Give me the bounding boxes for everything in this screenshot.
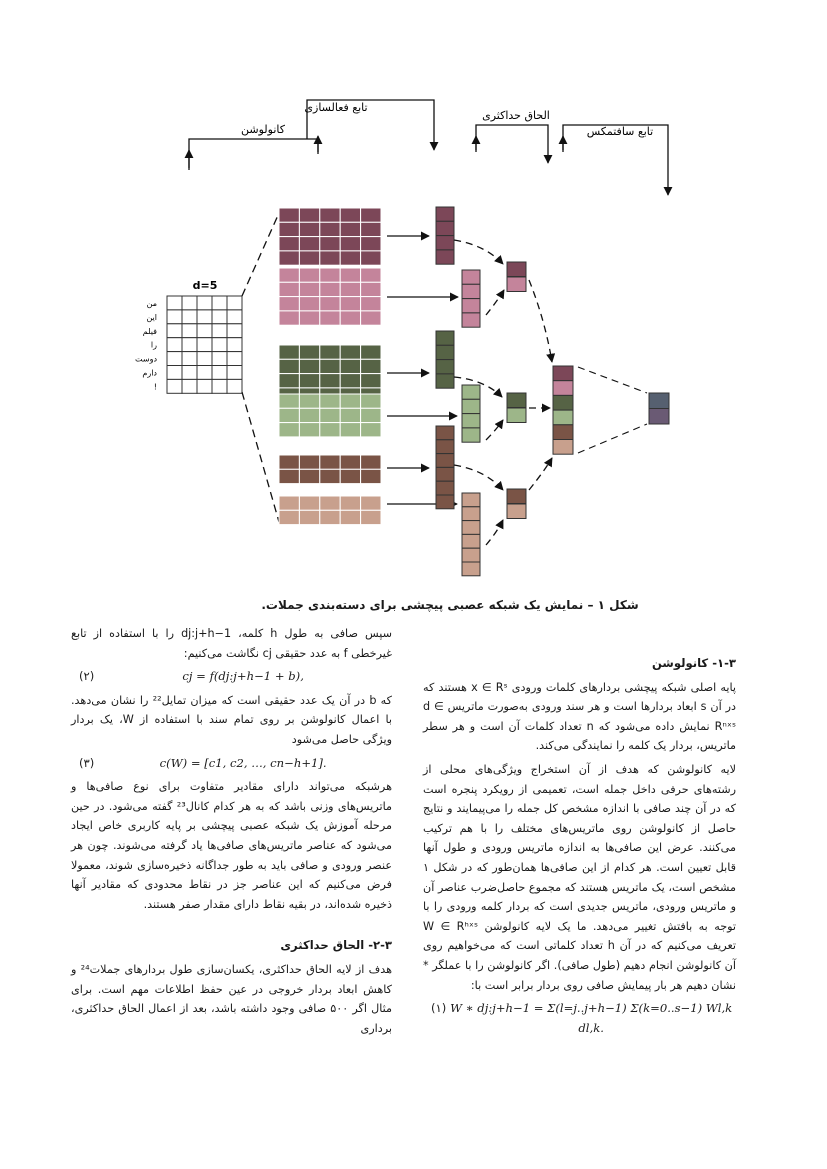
word-label: من (146, 299, 157, 308)
input-to-filter-lines (242, 213, 279, 522)
concat-cell (553, 395, 573, 410)
stage-connectors (189, 100, 668, 195)
section-heading-convolution: ۱-۳- کانولوشن (652, 656, 736, 670)
feature-map (436, 331, 454, 388)
left-column (71, 624, 392, 1042)
feature-maps (436, 207, 480, 576)
equation-3 (71, 754, 392, 774)
feature-map (462, 493, 480, 576)
pooled-cell (507, 393, 526, 408)
label-max-pooling: الحاق حداکثری (482, 109, 550, 122)
feature-map (436, 207, 454, 264)
word-labels (135, 299, 157, 391)
equation-1 (423, 999, 736, 1038)
word-label: فیلم (142, 326, 157, 336)
filter-matrix (279, 268, 381, 325)
pooled-to-concat-arrows (529, 280, 552, 490)
output-vector (649, 393, 669, 424)
word-label: را (150, 340, 157, 350)
equation-number: (۲) (79, 669, 95, 684)
pooled-cell (507, 504, 526, 519)
equation-2 (71, 667, 392, 687)
pooled-cell (507, 408, 526, 423)
filter-matrix (279, 394, 381, 437)
concat-cell (553, 440, 573, 455)
feature-map (436, 426, 454, 509)
paragraph: پایه اصلی شبکه پیچشی بردارهای کلمات ورودی x ∈ Rˢ هستند که در آن s ابعاد بردارها است و هر سند ورودی به‌صورت ماتریس d ∈ Rⁿˣˢ نمایش داده می‌شود که n تعداد کلمات آن است و هر سطر ماتریس، بردار یک کلمه را نمایندگی می‌کند. (423, 680, 737, 753)
paragraph: لایه کانولوشن که هدف از آن استخراج ویژگی‌های محلی از رشته‌های حرفی داخل جمله است، تعمیمی از رویکرد پنجره است که در آن چند صافی با اندازه مشخص کل جمله را می‌پیمایند و نتایج حاصل از کانولوشن روی ماتریس‌های مختلف را با هم ترکیب می‌کنند. عرض این صافی‌ها به اندازه ماتریس ورودی و طول آنها قابل تعیین است. هر کدام از این صافی‌ها همان‌طور که در شکل ۱ مشخص است، یک ماتریس هستند که مجموع حاصل‌ضرب عناصر آن و ماتریس ورودی، ماتریس جدیدی است که بردار کلمه ورودی را با توجه به بافتش تغییر می‌دهد. ما یک لایه کانولوشن W ∈ Rʰˣˢ تعریف می‌کنیم که در آن h تعداد کلماتی است که می‌خواهیم روی آن کانولوشن انجام دهیم (طول صافی). اگر کانولوشن را با عملگر * نشان دهیم هر بار پیمایش صافی روی بردار برابر است با: (423, 762, 736, 992)
input-matrix (167, 296, 242, 393)
right-column (423, 650, 736, 1042)
concat-to-output-lines (578, 367, 647, 453)
equation-number: (۱) (431, 1001, 447, 1016)
filter-matrix (279, 455, 381, 484)
label-convolution: کانولوشن (241, 123, 285, 136)
paragraph: سپس صافی به طول h کلمه، dj:j+h−1 را با استفاده از تابع غیرخطی f به عدد حقیقی cj نگاشت می‌کنیم: (71, 627, 393, 660)
word-label: دوست (135, 354, 157, 364)
filter-matrix (279, 208, 381, 265)
concatenated-vector (553, 366, 573, 454)
concat-cell (553, 366, 573, 381)
filter-matrices (279, 208, 381, 525)
word-label: ! (153, 382, 157, 392)
word-label: این (146, 312, 157, 322)
paragraph: هرشبکه می‌تواند دارای مقادیر متفاوت برای نوع صافی‌ها و ماتریس‌های وزنی باشد که به هر کدام کانال²³ گفته می‌شود. در حین مرحله آموزش یک شبکه عصبی پیچشی بر پایه کاربری خاص ایجاد می‌شود که عناصر ماتریس‌های صافی‌ها یاد گرفته می‌شوند. چون هر عنصر ورودی و صافی باید به طور جداگانه ذخیره‌سازی شوند، معمولا فرض می‌کنیم که این عناصر جز در نقاط محدودی که مقادیر آنها ذخیره شده‌اند، در بقیه نقاط دارای مقدار صفر هستند. (71, 780, 392, 911)
pooled-cell (507, 262, 526, 277)
figure-caption: شکل ۱ – نمایش یک شبکه عصبی پیچشی برای دسته‌بندی جملات. (261, 598, 639, 612)
concat-cell (553, 410, 573, 425)
equation-number: (۳) (79, 755, 95, 770)
label-softmax: تابع سافتمکس (586, 125, 654, 138)
paragraph: که b در آن یک عدد حقیقی است که میزان تمایل²² را نشان می‌دهد. با اعمال کانولوشن بر روی تمام سند با استفاده از W، یک بردار ویژگی حاصل می‌شود (71, 693, 392, 746)
feature-map (462, 385, 480, 442)
section-heading-max-pooling: ۲-۳- الحاق حداکثری (280, 938, 392, 953)
output-cell (649, 409, 669, 425)
pooled-cell (507, 489, 526, 504)
input-matrix-cells (167, 296, 242, 393)
label-dimension: d=5 (192, 279, 218, 292)
filter-matrix (279, 496, 381, 525)
word-label: دارم (142, 368, 157, 378)
feature-map (462, 270, 480, 327)
pooled-cell (507, 277, 526, 292)
label-activation: تابع فعالسازی (304, 101, 368, 114)
equation-body: W ∗ dj:j+h−1 = Σ(l=j..j+h−1) Σ(k=0..s−1) Wl,k dl,k. (450, 1001, 733, 1035)
paragraph: هدف از لایه الحاق حداکثری، یکسان‌سازی طول بردارهای جملات²⁴ و کاهش ابعاد بردار خروجی در عین حفظ اطلاعات مهم است. برای مثال اگر ۵۰۰ صافی وجود داشته باشد، بعد از اعمال الحاق حداکثری، برداری (71, 962, 392, 1035)
equation-body: c(W) = [c1, c2, …, cn−h+1]. (159, 755, 327, 770)
equation-body: cj = f(dj:j+h−1 + b), (182, 669, 304, 684)
concat-cell (553, 381, 573, 396)
concat-cell (553, 425, 573, 440)
output-cell (649, 393, 669, 409)
pooled-vectors (507, 262, 526, 519)
